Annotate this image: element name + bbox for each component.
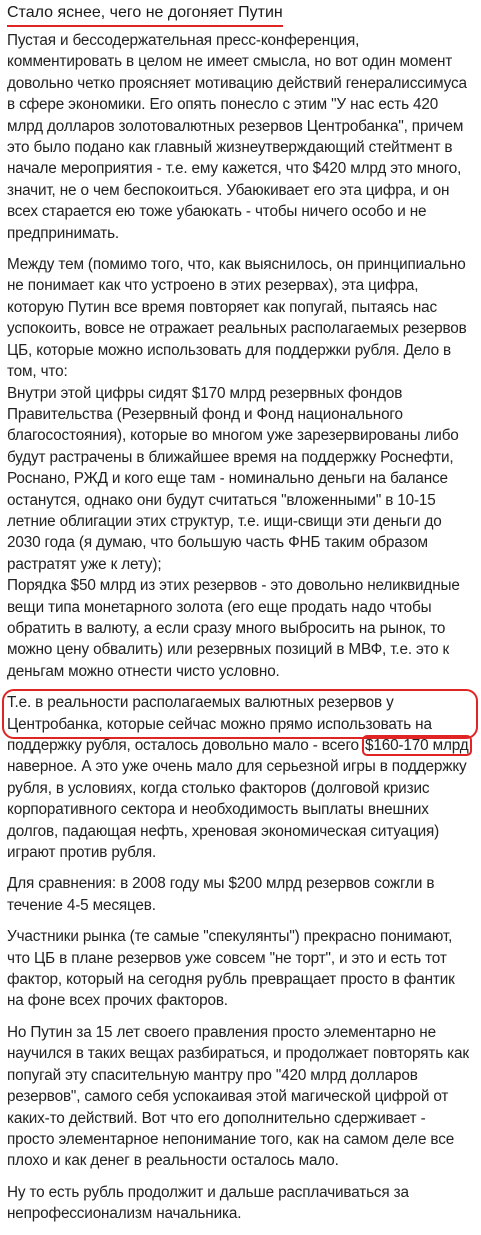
paragraph-comparison-2008: Для сравнения: в 2008 году мы $200 млрд резервов сожгли в течение 4-5 месяцев. xyxy=(7,875,435,914)
paragraph-illiquid-assets: Порядка $50 млрд из этих резервов - это довольно неликвидные вещи типа монетарного золота (его еще продать надо чтобы обратить в валюту, а если сразу много выбросить на рынок, то можно цену обвалить) или резервных позиций в МВФ, т.е. это к деньгам можно отнести чисто условно. xyxy=(7,577,460,680)
post-body xyxy=(7,30,475,1235)
post-title: Стало яснее, чего не догоняет Путин xyxy=(7,3,283,27)
paragraph-intro: Пустая и бессодержательная пресс-конференция, комментировать в целом не имеет смысла, но вот один момент довольно четко проясняет мотивацию действий генералиссимуса в сфере экономики. Его опять понесло с этим "У нас есть 420 млрд долларов золотовалютных резервов Центробанка", причем это было подано как главный жизнеутверждающий стейтмент в начале мероприятия - т.е. ему кажется, что $420 млрд это много, значит, не о чем беспокоиться. Убаюкивает его эта цифра, и он всех старается ею тоже убаюкать - чтобы ничего особо и не предпринимать. xyxy=(7,32,467,242)
paragraph-government-funds: Внутри этой цифры сидят $170 млрд резервных фондов Правительства (Резервный фонд и Фонд национального благосостояния), которые во многом уже зарезервированы либо будут растрачены в ближайшее время на поддержку Роснефти, Роснано, РЖД и кого еще там - номинально деньги на балансе останутся, однако они будут считаться "вложенными" в 10-15 летние облигации этих структур, т.е. ищи-свищи эти деньги до 2030 года (я думаю, что большую часть ФНБ таким образом растратят уже к лету); xyxy=(7,384,459,573)
conclusion-text-end: наверное. А это уже очень мало для серьезной игры в поддержку рубля, в условиях, когда столько факторов (долговой кризис корпоративного сектора и необходимость выплаты внешних долгов, падающая нефть, хреновая экономическая ситуация) играют против рубля. xyxy=(7,758,467,862)
highlighted-reserves-value: $160-170 млрд xyxy=(362,735,471,756)
paragraph-reserves-intro: Между тем (помимо того, что, как выяснилось, он принципиально не понимает как что устроено в этих резервах), эта цифра, которую Путин все время повторяет как попугай, пытаясь нас успокоить, вовсе не отражает реальных располагаемых резервов ЦБ, которые можно использовать для поддержки рубля. Дело в том, что: xyxy=(7,256,467,381)
paragraph-highlighted-conclusion xyxy=(7,692,475,863)
paragraph-final: Ну то есть рубль продолжит и дальше расплачиваться за непрофессионализм начальника. xyxy=(7,1183,409,1223)
paragraph-market-participants: Участники рынка (те самые "спекулянты") прекрасно понимают, что ЦБ в плане резервов уже совсем "не торт", и это и есть тот фактор, который на сегодня рубль превращает просто в фантик на фоне всех прочих факторов. xyxy=(7,928,455,1010)
paragraph-putin-mantra: Но Путин за 15 лет своего правления просто элементарно не научился в таких вещах разбираться, и продолжает повторять как попугай эту спасительную мантру про "420 млрд долларов резервов", самого себя успокаивая этой магической цифрой от каких-то действий. Вот что его дополнительно сдерживает - просто элементарное непонимание того, как на самом деле все плохо и как денег в реальности осталось мало. xyxy=(7,1023,469,1170)
conclusion-text-start: Т.е. в реальности располагаемых валютных резервов у Центробанка, которые сейчас можно прямо использовать на поддержку рубля, осталось довольно мало - всего xyxy=(7,694,432,754)
